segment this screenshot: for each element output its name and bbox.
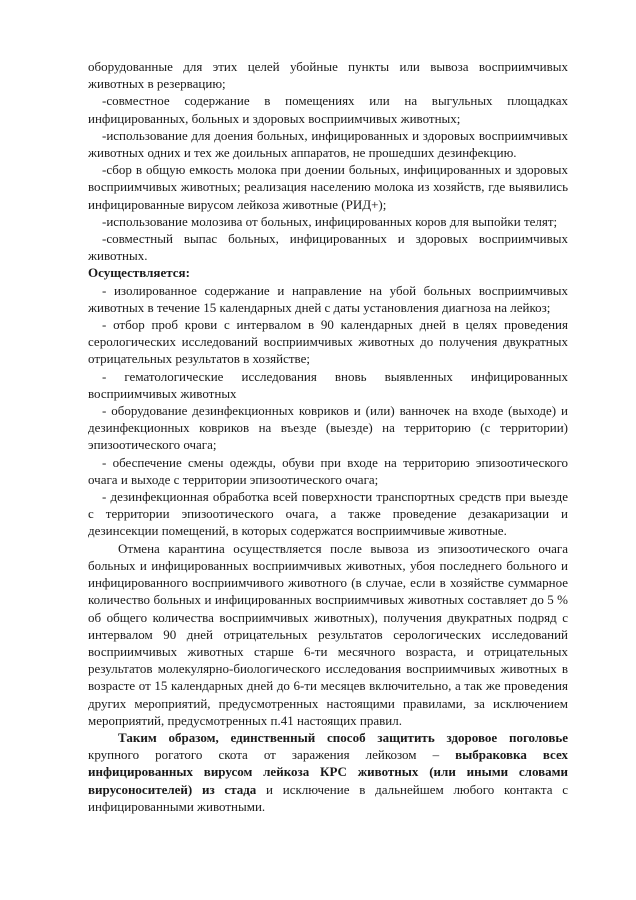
conclusion-run-3: и исключение в дальнейшем любого контакта с инфицированными животными. [88, 781, 568, 814]
conclusion-run-2: выбраковка всех инфицированных вирусом лейкоза КРС животных (или иными словами вирусоносителей) из стада [88, 747, 568, 797]
paragraph-oborudovannye: оборудованные для этих целей убойные пункты или вывоза восприимчивых животных в резервацию; [88, 59, 568, 92]
paragraph-sovmestnoe-soderzhanie: -совместное содержание в помещениях или на выгульных площадках инфицированных, больных и здоровых восприимчивых животных; [88, 93, 568, 126]
paragraph-conclusion [88, 729, 568, 815]
paragraph-izolirovannoe-soderzhanie: - изолированное содержание и направление на убой больных восприимчивых животных в течение 15 календарных дней с даты установления диагноза на лейкоз; [88, 282, 568, 315]
paragraph-ispolzovanie-moloziva: -использование молозива от больных, инфицированных коров для выпойки телят; [102, 213, 558, 229]
paragraph-gematologicheskie-issledovaniya: - гематологические исследования вновь выявленных инфицированных восприимчивых животных [88, 368, 568, 401]
conclusion-run-0: Таким образом, единственный способ защитить здоровое поголовье [118, 729, 568, 745]
paragraph-sbor-v-obshchuyu-emkost: -сбор в общую емкость молока при доении больных, инфицированных и здоровых восприимчивых животных; реализация населению молока из хозяйств, где выявились инфицированные вирусом лейкоза животные (РИД+); [88, 162, 568, 212]
document-text-body [88, 58, 568, 815]
conclusion-run-1: крупного рогатого скота от заражения лейкозом – [88, 747, 456, 763]
paragraph-otbor-prob-krovi: - отбор проб крови с интервалом в 90 календарных дней в целях проведения серологических исследований восприимчивых животных до получения двукратных отрицательных результатов в хозяйстве; [88, 317, 568, 367]
paragraph-obespechenie-smeny-odezhdy: - обеспечение смены одежды, обуви при входе на территорию эпизоотического очага и выходе с территории эпизоотического очага; [88, 454, 568, 487]
paragraph-ispolzovanie-dlya-doeniya: -использование для доения больных, инфицированных и здоровых восприимчивых животных одних и тех же доильных аппаратов, не прошедших дезинфекцию. [88, 127, 568, 161]
paragraph-otmena-karantina: Отмена карантина осуществляется после вывоза из эпизоотического очага больных и инфицированных восприимчивых животных, убоя последнего больного и инфицированного восприимчивого животного (в случае, если в хозяйстве суммарное количество больных и инфицированных восприимчивых животных составляет до 5 % об общего количества восприимчивых животных), получения двукратных подряд с интервалом 90 дней отрицательных результатов серологических исследований восприимчивых животных старше 6-ти месячного возраста, и отрицательных результатов молекулярно-биологического исследования восприимчивых животных в возрасте от 15 календарных дней до 6-ти месяцев включительно, а так же проведения других мероприятий, предусмотренных настоящими правилами, за исключением мероприятий, предусмотренных п.41 настоящих правил. [88, 540, 568, 728]
heading-osushchestvlyaetsya: Осуществляется: [88, 265, 190, 281]
paragraph-oborudovanie-kovrikov: - оборудование дезинфекционных ковриков и (или) ванночек на входе (выходе) и дезинфекционных ковриков на въезде (выезде) на территорию (с территории) эпизоотического очага; [88, 403, 568, 453]
paragraph-dezinfekcionnaya-obrabotka: - дезинфекционная обработка всей поверхности транспортных средств при выезде с территории эпизоотического очага, а также проведение дезакаризации и дезинсекции помещений, в которых содержатся восприимчивые животные. [88, 489, 568, 539]
paragraph-sovmestnyy-vypas: -совместный выпас больных, инфицированных и здоровых восприимчивых животных. [88, 231, 568, 264]
